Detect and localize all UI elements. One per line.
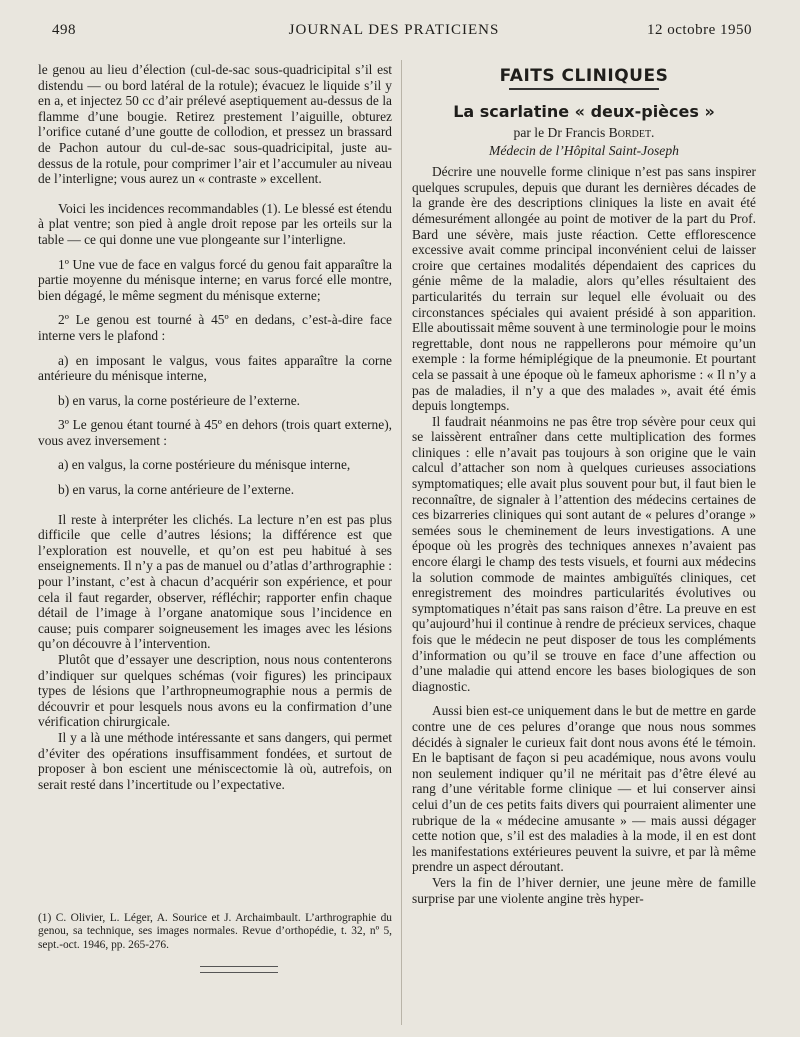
paragraph: Voici les incidences recommandables (1). Le blessé est étendu à plat ventre; son pied à angle droit repose par les orteils sur la table — ce qui donne une vue plongeante sur l’interligne. bbox=[38, 200, 392, 247]
left-column bbox=[38, 62, 392, 962]
footnote-text: (1) C. Olivier, L. Léger, A. Sourice et J. Archaimbault. L’arthrographie du genou, sa technique, ses images normales. Revue d’orthopédie, t. 32, nº 5, sept.-oct. 1946, pp. 265-276. bbox=[38, 912, 392, 951]
issue-date: 12 octobre 1950 bbox=[647, 22, 752, 38]
byline bbox=[412, 125, 756, 141]
column-divider bbox=[401, 60, 402, 1025]
footnote bbox=[38, 912, 392, 952]
journal-title: JOURNAL DES PRATICIENS bbox=[288, 22, 500, 38]
paragraph: Vers la fin de l’hiver dernier, une jeune mère de famille surprise par une violente angine très hyper- bbox=[412, 874, 756, 906]
paragraph: 3º Le genou étant tourné à 45º en dehors (trois quart externe), vous avez inversement : bbox=[38, 417, 392, 448]
paragraph: le genou au lieu d’élection (cul-de-sac sous-quadricipital s’il est distendu — ou bord latéral de la rotule); évacuez le liquide s’il y en a, et injectez 50 cc d’air prélevé aseptiquement au-dessus de la flamme d’une bougie. Retirez prestement l’aiguille, obturez l’orifice cutané d’une goutte de collodion, et pressez un brassard de Pachon autour du cul-de-sac sous-quadricipital, juste au-dessus de la rotule, pour comprimer l’air et l’accumuler au niveau de l’interligne; vous aurez un « contraste » excellent. bbox=[38, 62, 392, 187]
paragraph: Il reste à interpréter les clichés. La lecture n’en est pas plus difficile que celle d’autres lésions; la différence est que l’exploration est nouvelle, et qu’on est peu habitué à ses enseignements. Il n’y a pas de manuel ou d’atlas d’arthrographie : pour l’instant, c’est à chacun d’acquérir son expérience, et pour cela il faut regarder, observer, réfléchir; rapporter enfin chaque détail de l’image à l’organe anatomique sous l’incidence en cause; puis comparer soigneusement les images avec les lésions qu’on découvre à l’intervention. bbox=[38, 511, 392, 652]
end-rule bbox=[200, 966, 278, 973]
right-column bbox=[412, 62, 756, 1030]
paragraph: b) en varus, la corne postérieure de l’externe. bbox=[58, 392, 301, 408]
paragraph: Aussi bien est-ce uniquement dans le but de mettre en garde contre une de ces pelures d’orange que nous nous sommes décidés à signaler le curieux fait dont nous avons été le témoin. En le baptisant de façon si peu académique, nous avons voulu non seulement indiquer qu’il ne méritait pas d’être élevé au rang d’une véritable forme clinique — et lui conserver ainsi celui d’un de ces petits faits divers qui pourraient alimenter une rubrique de la « médecine amusante » — mais aussi dégager cette notion que, s’il est des maladies à la mode, il en est dont les manifestations extérieures peuvent la suivre, et par là même prendre un aspect déroutant. bbox=[412, 703, 756, 875]
paragraph: a) en imposant le valgus, vous faites apparaître la corne antérieure du ménisque interne, bbox=[38, 352, 392, 384]
author-affiliation: Médecin de l’Hôpital Saint-Joseph bbox=[489, 142, 679, 158]
paragraph: b) en varus, la corne antérieure de l’externe. bbox=[58, 482, 295, 498]
running-header bbox=[36, 22, 752, 46]
article-title: La scarlatine « deux-pièces » bbox=[453, 102, 715, 121]
paragraph: 1º Une vue de face en valgus forcé du genou fait apparaître la partie moyenne du ménisque interne; en varus forcé elle montre, bien dégagé, le même segment du ménisque externe; bbox=[38, 256, 392, 303]
paragraph: Plutôt que d’essayer une description, nous nous contenterons d’indiquer sur quelques schémas (voir figures) les principaux types de lésions que l’arthropneumographie nous a permis de découvrir et pour lesquels nous avons eu la confirmation d’une vérification chirurgicale. bbox=[38, 652, 392, 730]
page-number: 498 bbox=[52, 22, 76, 38]
paragraph: Décrire une nouvelle forme clinique n’est pas sans inspirer quelques scrupules, depuis que durant les dernières décades de la grande ère des descriptions cliniques la liste en avait été démesurément allongée au point de motiver de la part du Prof. Bard une sévère, mais juste réaction. Cette efflorescence excessive avait comme principal inconvénient celui de laisser croire que certaines modalités dépendaient des caprices du génie même de la maladie, alors qu’elles résultaient des particularités du terrain sur lequel elle évoluait ou des circonstances spéciales qui avaient présidé à son apparition. Elle aboutissait même souvent à une terminologie pour le moins regrettable, dont nous ne rappellerons pour mémoire qu’un exemple : la forme hémiplégique de la pneumonie. Et pourtant cela se passait à une époque où le fameux aphorisme : « Il n’y a pas de maladies, il n’y a que des malades », avait été émis depuis longtemps. bbox=[412, 164, 756, 414]
author-name: Bordet. bbox=[608, 125, 655, 140]
section-underline bbox=[509, 88, 659, 90]
section-title: FAITS CLINIQUES bbox=[499, 66, 669, 86]
paragraph: 2º Le genou est tourné à 45º en dedans, c’est-à-dire face interne vers le plafond : bbox=[38, 312, 392, 343]
paragraph: Il faudrait néanmoins ne pas être trop sévère pour ceux qui se laissèrent entraîner dans cette multiplication des formes cliniques : elle n’avait pas toujours à son origine que le vain calcul d’attacher son nom à quelques curieuses associations symptomatiques; elle avait plus souvent pour but, il faut bien le reconnaître, de signaler à l’attention des médecins certaines de ces bizarreries cliniques qui sont autant de « pelures d’orange » semées sous le cheminement de leurs investigations. A une époque où les progrès des techniques annexes n’avaient pas encore élargi le champ des tests visuels, et fourni aux médecins la solution commode de maintes ambiguïtés cliniques, cet enregistrement des moindres particularités évolutives ou symptomatiques n’était pas sans raison d’être. La preuve en est qu’aujourd’hui il continue à rendre de précieux services, chaque fois que le médecin ne peut disposer de tous les compléments d’information ou qu’il se trouve en face d’une affection ou d’une maladie qui attend encore les bases biologiques de son diagnostic. bbox=[412, 413, 756, 694]
byline-prefix: par le Dr Francis bbox=[513, 125, 609, 140]
paragraph: a) en valgus, la corne postérieure du ménisque interne, bbox=[58, 457, 351, 473]
paragraph: Il y a là une méthode intéressante et sans dangers, qui permet d’éviter des opérations insuffisamment fondées, et surtout de proposer à bon escient une méniscectomie là où, autrefois, on serait resté dans l’incertitude ou l’expectative. bbox=[38, 729, 392, 792]
